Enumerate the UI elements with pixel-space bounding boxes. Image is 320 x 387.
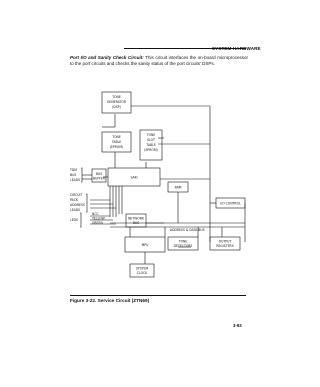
- tone-slot-table-label-2: SLOT: [147, 138, 155, 142]
- bus-buffer-label-2: BUFFER: [92, 176, 106, 181]
- io-control-block: [216, 198, 245, 208]
- tone-table-label-1: TONE: [112, 135, 121, 139]
- section-header: SYSTEM HARDWARE: [212, 46, 261, 51]
- system-clock-label-2: CLOCK: [136, 271, 148, 275]
- tone-slot-table-block: [140, 130, 162, 160]
- intro-body: This circuit interfaces the on-board microprocessor to the port circuits and checks the sanity status of the port circuits' DSPs.: [70, 55, 248, 67]
- network-bus-label-1: NETWORK: [128, 216, 144, 221]
- network-bus-label-2: BUS: [132, 221, 140, 225]
- tone-table-label-3: (EPROM): [109, 145, 124, 149]
- output-registers-label-1: OUTPUT: [218, 239, 232, 244]
- tone-generator-block: [102, 92, 131, 113]
- ncc-label: NCC: [92, 212, 99, 216]
- output-registers-label-2: REGISTERS: [216, 244, 234, 248]
- tdm-label-2: BUS: [70, 173, 77, 177]
- tone-slot-table-label-4: (EPROM): [144, 148, 158, 152]
- leds-label: LEDS: [70, 218, 79, 222]
- tone-generator-label-1: TONE: [112, 95, 121, 99]
- network-bus-block: [126, 214, 146, 227]
- circuit-pack-label-3: ADDRESS: [70, 203, 85, 207]
- green-label: GREEN: [92, 221, 103, 225]
- page-number: 3-93: [233, 323, 242, 328]
- tone-detectors-label-2: DETECTORS: [173, 244, 193, 248]
- ram-block: [168, 182, 188, 192]
- circuit-pack-label-4: LEADS: [70, 208, 81, 212]
- mpu-block: [125, 237, 165, 252]
- tdm-label-1: TDM: [70, 168, 77, 172]
- io-control-label: I/O CONTROL: [220, 201, 241, 206]
- address-data-bus-label: ADDRESS & DATA BUS: [170, 228, 205, 232]
- system-clock-block: [130, 264, 154, 277]
- caption-rule: [70, 295, 246, 296]
- ram-label: RAM: [174, 185, 182, 190]
- tone-table-block: [102, 132, 131, 152]
- intro-lead: Port I/O and Sanity Check Circuit:: [70, 55, 144, 60]
- circuit-pack-label-1: CIRCUIT: [70, 193, 83, 197]
- mpu-label: MPU: [141, 243, 149, 247]
- circuit-pack-label-2: PACK: [70, 198, 78, 202]
- tone-detectors-label-1: TONE: [178, 239, 188, 244]
- yellow-label: YELLOW: [92, 216, 105, 221]
- label-brackets: [80, 168, 87, 227]
- tone-generator-label-3: (DSP): [112, 105, 121, 109]
- tone-generator-label-2: GENERATOR: [107, 100, 126, 104]
- tdm-label-3: LEADS: [70, 178, 81, 182]
- tone-detectors-block: [168, 237, 198, 250]
- tone-slot-table-label-3: TABLE: [146, 143, 156, 147]
- saki-label: SAKI: [130, 175, 138, 180]
- figure-caption: Figure 3-22. Service Circuit (ZTN69): [70, 298, 150, 303]
- output-registers-block: [210, 237, 240, 250]
- intro-paragraph: [70, 55, 248, 68]
- bus-buffer-block: [92, 169, 106, 182]
- tone-slot-table-label-1: TONE: [146, 133, 156, 137]
- service-circuit-diagram: [70, 82, 248, 282]
- block-diagram: [70, 82, 248, 282]
- tone-table-label-2: TABLE: [111, 140, 122, 144]
- system-clock-label-1: SYSTEM: [135, 266, 149, 271]
- saki-block: [108, 168, 160, 186]
- bus-buffer-label-1: BUS: [95, 172, 103, 176]
